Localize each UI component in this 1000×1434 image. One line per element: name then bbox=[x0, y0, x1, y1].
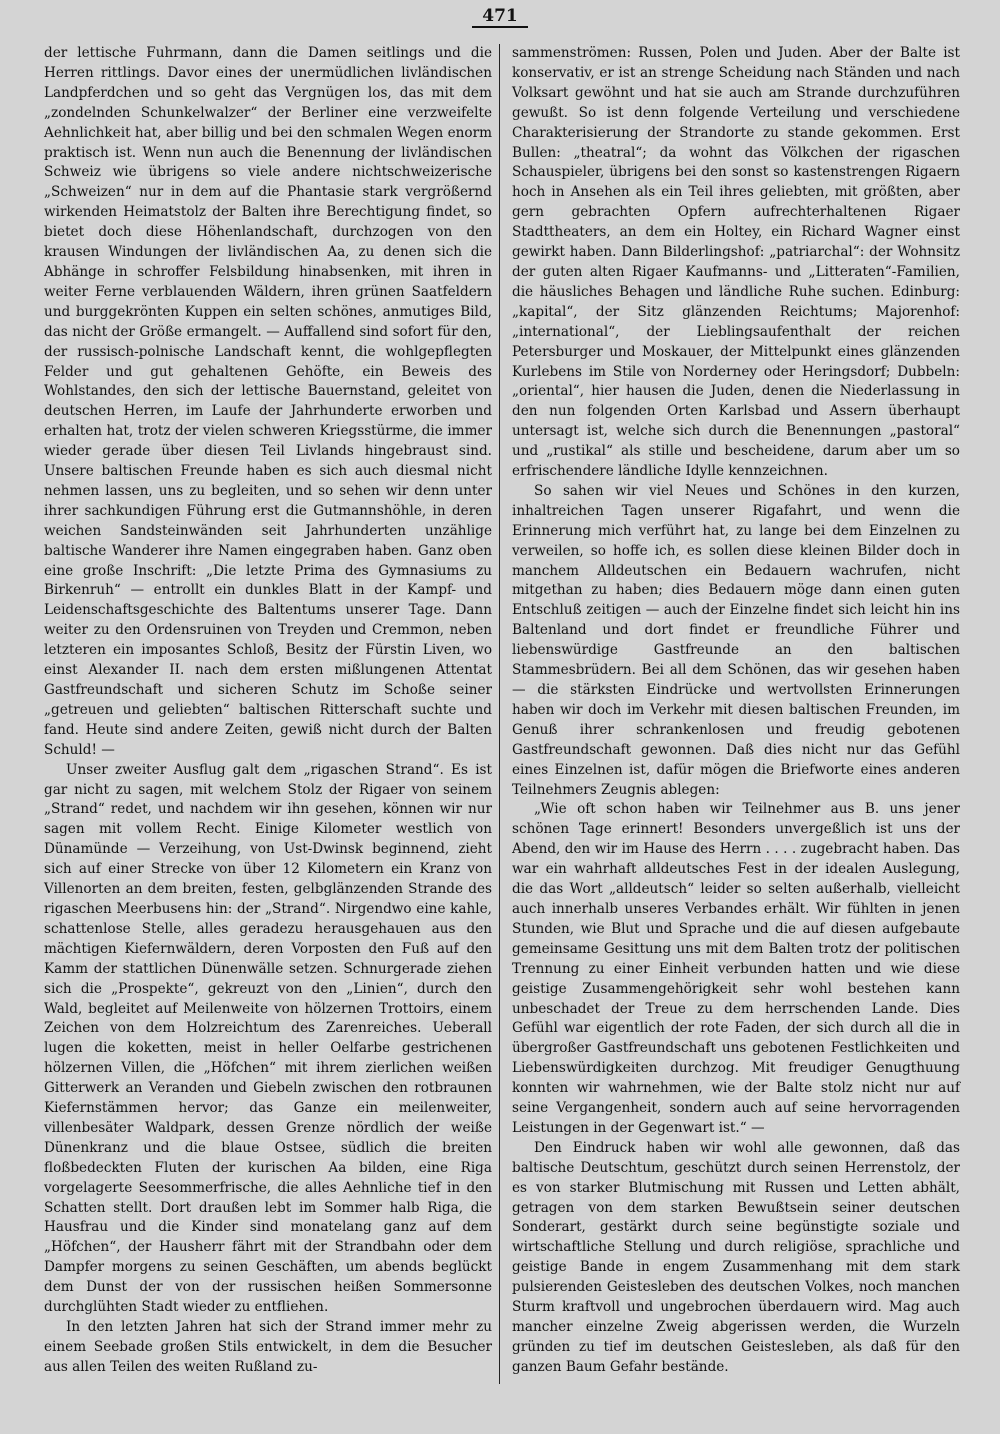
paragraph: Unser zweiter Ausflug galt dem „rigaschen Strand“. Es ist gar nicht zu sagen, mit welchem Stolz der Rigaer von seinem „Strand“ redet, und nachdem wir ihn gesehen, können wir nur sagen mit vollem Recht. Einige Kilometer westlich von Dünamünde — Verzeihung, von Ust-Dwinsk beginnend, zieht sich auf einer Strecke von über 12 Kilometern ein Kranz von Villenorten an dem breiten, festen, gelbglänzenden Strande des rigaschen Meerbusens hin: der „Strand“. Nirgendwo eine kahle, schattenlose Stelle, alles geradezu herausgehauen aus den mächtigen Kiefernwäldern, deren Vorposten den Fuß auf den Kamm der stattlichen Dünenwälle setzen. Schnurgerade ziehen sich die „Prospekte“, gekreuzt von den „Linien“, durch den Wald, begleitet auf Meilenweite von hölzernen Trottoirs, einem Zeichen von dem Holzreichtum des Zarenreiches. Ueberall lugen die koketten, meist in heller Oelfarbe gestrichenen hölzernen Villen, die „Höfchen“ mit ihrem zierlichen weißen Gitterwerk an Veranden und Giebeln zwischen den rotbraunen Kiefernstämmen hervor; das Ganze ein meilenweiter, villenbesäter Waldpark, dessen Grenze nördlich der weiße Dünenkranz und die blaue Ostsee, südlich die breiten floßbedeckten Fluten der kurischen Aa bilden, eine Riga vorgelagerte Seesommerfrische, die alles Aehnliche tief in den Schatten stellt. Dort draußen lebt im Sommer halb Riga, die Hausfrau und die Kinder sind monatelang ganz auf dem „Höfchen“, der Hausherr fährt mit der Strandbahn oder dem Dampfer morgens zu seinen Geschäften, um abends beglückt dem Dunst der von der russischen heißen Sommersonne durchglühten Stadt wieder zu entfliehen. bbox=[44, 761, 492, 1316]
paragraph: der lettische Fuhrmann, dann die Damen seitlings und die Herren rittlings. Davor eines der unermüdlichen livländischen Landpferdchen und so geht das Vergnügen los, das mit dem „zondelnden Schunkelwalzer“ der Berliner eine verzweifelte Aehnlichkeit hat, aber billig und bei den schmalen Wegen enorm praktisch ist. Wenn nun auch die Benennung der livländischen Schweiz wie übrigens so viele andere nichtschweizerische „Schweizen“ nur in dem auf die Phantasie stark vergrößernd wirkenden Heimatstolz der Balten ihre Berechtigung findet, so bietet doch diese Höhenlandschaft, durchzogen von den krausen Windungen der livländischen Aa, zu denen sich die Abhänge in schroffer Felsbildung hinabsenken, mit ihren in weiter Ferne verblauenden Wäldern, ihren grünen Saatfeldern und burggekrönten Kuppen ein selten schönes, anmutiges Bild, das nicht der Größe ermangelt. — Auffallend sind sofort für den, der russisch-polnische Landschaft kennt, die wohlgepflegten Felder und gut gehaltenen Gehöfte, ein Beweis des Wohlstandes, den sich der lettische Bauernstand, geleitet von deutschen Herren, im Laufe der Jahrhunderte erworben und erhalten hat, trotz der vielen schweren Kriegsstürme, die immer wieder gerade über diesen Teil Livlands hingebraust sind. Unsere baltischen Freunde haben es sich auch diesmal nicht nehmen lassen, uns zu begleiten, und so sehen wir denn unter ihrer sachkundigen Führung erst die Gutmannshöhle, in deren weichen Sandsteinwänden seit Jahrhunderten unzählige baltische Wanderer ihre Namen eingegraben haben. Ganz oben eine große Inschrift: „Die letzte Prima des Gymnasiums zu Birkenruh“ — entrollt ein dunkles Blatt in der Kampf- und Leidenschaftsgeschichte des Baltentums unserer Tage. Dann weiter zu den Ordensruinen von Treyden und Cremmon, neben letzteren ein imposantes Schloß, Besitz der Fürstin Liven, wo einst Alexander II. nach dem ersten mißlungenen Attentat Gastfreundschaft und sicheren Schutz im Schoße seiner „getreuen und geliebten“ baltischen Ritterschaft suchte und fand. Heute sind andere Zeiten, gewiß nicht durch der Balten Schuld! — bbox=[44, 45, 492, 758]
paragraph: So sahen wir viel Neues und Schönes in den kurzen, inhaltreichen Tagen unserer Rigafahrt, und wenn die Erinnerung mich verführt hat, zu lange bei dem Einzelnen zu verweilen, so hoffe ich, es sollen diese kleinen Bilder doch in manchem Alldeutschen ein Bedauern wachrufen, nicht mitgethan zu haben; dies Bedauern möge dann einen guten Entschluß zeitigen — auch der Einzelne findet sich leicht hin ins Baltenland und dort findet er freundliche Führer und liebenswürdige Gastfreunde an den baltischen Stammesbrüdern. Bei all dem Schönen, das wir gesehen haben — die stärksten Eindrücke und wertvollsten Erinnerungen haben wir doch im Verkehr mit diesen baltischen Freunden, im Genuß ihrer schrankenlosen und freudig gebotenen Gastfreundschaft gewonnen. Daß dies nicht nur das Gefühl eines Einzelnen ist, dafür mögen die Briefworte eines anderen Teilnehmers Zeugnis ablegen: bbox=[512, 482, 960, 798]
paragraph: sammenströmen: Russen, Polen und Juden. Aber der Balte ist konservativ, er ist an strenge Scheidung nach Ständen und nach Volksart gewöhnt und hat sie auch am Strande durchzuführen gewußt. So ist denn folgende Verteilung und verschiedene Charakterisierung der Strandorte zu stande gekommen. Erst Bullen: „theatral“; da wohnt das Völkchen der rigaschen Schauspieler, übrigens bei den sonst so kastenstrengen Rigaern hoch in Ansehen als ein Teil ihres geliebten, mit größten, aber gern gebrachten Opfern aufrechterhaltenen Rigaer Stadttheaters, an dem ein Holtey, ein Richard Wagner einst gewirkt haben. Dann Bilderlingshof: „patriarchal“: der Wohnsitz der guten alten Rigaer Kaufmanns- und „Litteraten“-Familien, die häusliches Behagen und ländliche Ruhe suchen. Edinburg: „kapital“, der Sitz glänzenden Reichtums; Majorenhof: „international“, der Lieblingsaufenthalt der reichen Petersburger und Moskauer, der Mittelpunkt eines glänzenden Kurlebens im Stile von Norderney oder Heringsdorf; Dubbeln: „oriental“, hier hausen die Juden, denen die Niederlassung in den nun folgenden Orten Karlsbad und Assern überhaupt untersagt ist, welche sich durch die Benennungen „pastoral“ und „rustikal“ als stille und bescheidene, darum aber um so erfrischendere ländliche Idylle kennzeichnen. bbox=[512, 45, 960, 480]
paragraph: In den letzten Jahren hat sich der Strand immer mehr zu einem Seebade großen Stils entwickelt, in dem die Besucher aus allen Teilen des weiten Rußland zu- bbox=[44, 1319, 492, 1375]
paragraph: „Wie oft schon haben wir Teilnehmer aus B. uns jener schönen Tage erinnert! Besonders unvergeßlich ist uns der Abend, den wir im Hause des Herrn . . . . zugebracht haben. Das war ein wahrhaft alldeutsches Fest in der idealen Auslegung, die das Wort „alldeutsch“ leider so selten außerhalb, vielleicht auch innerhalb unseres Verbandes erhält. Wir fühlten in jenen Stunden, wie Blut und Sprache und die auf diesen aufgebaute gemeinsame Gesittung uns mit dem Balten trotz der politischen Trennung zu einer Einheit verbunden hatten und wie diese geistige Zusammengehörigkeit sehr wohl bestehen kann unbeschadet der Treue zu dem herrschenden Lande. Dies Gefühl war eigentlich der rote Faden, der sich durch all die in übergroßer Gastfreundschaft uns gebotenen Festlichkeiten und Liebenswürdigkeiten durchzog. Mit freudiger Genugthuung konnten wir wahrnehmen, wie der Balte stolz nicht nur auf seine Vergangenheit, sondern auch auf seine hervorragenden Leistungen in der Gegenwart ist.“ — bbox=[512, 801, 960, 1136]
page-number bbox=[0, 6, 1000, 26]
left-column bbox=[44, 44, 492, 1378]
right-column bbox=[512, 44, 960, 1378]
page-number-text: 471 bbox=[472, 6, 528, 28]
paragraph: Den Eindruck haben wir wohl alle gewonnen, daß das baltische Deutschtum, geschützt durch seinen Herrenstolz, der es von starker Blutmischung mit Russen und Letten abhält, getragen von dem starken Bewußtsein seiner deutschen Sonderart, gestärkt durch seine begünstigte soziale und wirtschaftliche Stellung und durch religiöse, sprachliche und geistige Bande in engem Zusammenhang mit dem stark pulsierenden Geistesleben des deutschen Volkes, noch manchen Sturm kraftvoll und ungebrochen überdauern wird. Mag auch mancher einzelne Zweig abgerissen werden, die Wurzeln gründen zu tief im deutschen Geistesleben, als daß für den ganzen Baum Gefahr bestände. bbox=[512, 1139, 960, 1375]
column-divider bbox=[499, 44, 500, 1384]
